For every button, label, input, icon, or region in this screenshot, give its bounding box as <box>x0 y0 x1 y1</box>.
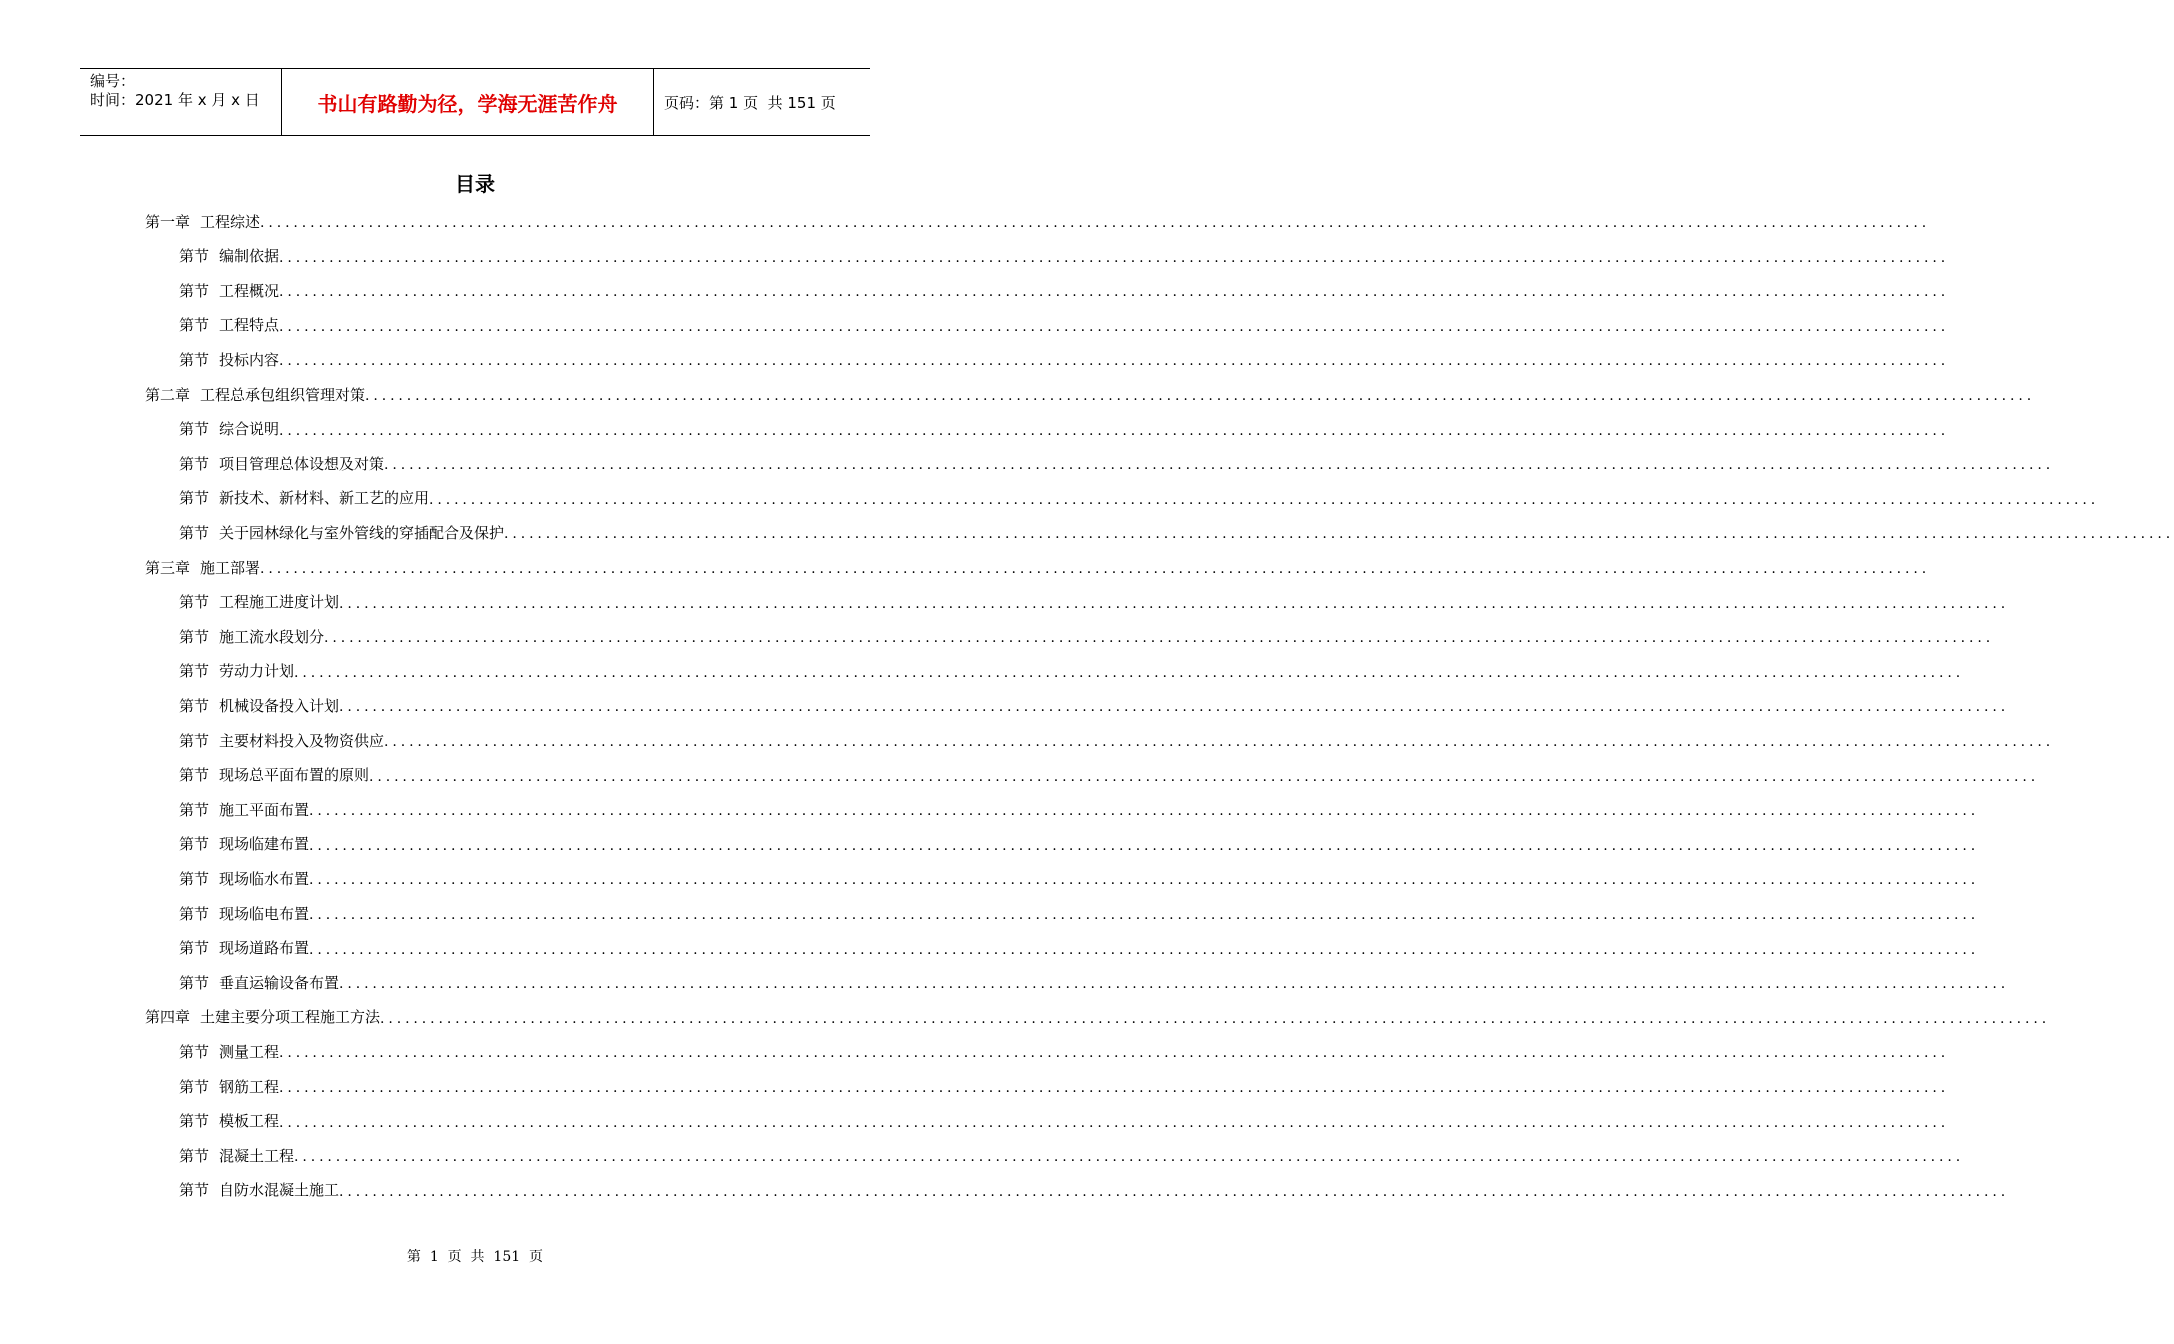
toc-dot-leader: ........................................................................................................................................................................................................ <box>279 1045 1950 1062</box>
toc-section-entry[interactable] <box>179 898 1980 928</box>
toc-entry-label <box>179 937 309 958</box>
toc-entry-prefix: 第节 <box>179 939 210 958</box>
toc-section-entry[interactable] <box>179 760 2040 790</box>
toc-entry-text: 劳动力计划 <box>219 662 295 681</box>
toc-section-entry[interactable] <box>179 275 1950 305</box>
toc-dot-leader: ........................................................................................................................................................................................................ <box>380 1010 2051 1027</box>
toc-entry-label <box>179 349 279 370</box>
toc-entry-label <box>179 591 339 612</box>
toc-entry-label <box>179 487 429 508</box>
toc-dot-leader: ........................................................................................................................................................................................................ <box>309 907 1980 923</box>
toc-dot-leader: ........................................................................................................................................................................................................ <box>365 388 2036 404</box>
toc-section-entry[interactable] <box>179 1036 1950 1066</box>
toc-entry-prefix: 第节 <box>179 1146 210 1165</box>
toc-entry-text: 主要材料投入及物资供应 <box>219 731 385 750</box>
toc-entry-text: 现场总平面布置的原则 <box>219 766 370 785</box>
toc-section-entry[interactable] <box>179 621 1995 651</box>
toc-entry-text: 土建主要分项工程施工方法 <box>200 1008 381 1027</box>
toc-entry-prefix: 第节 <box>179 1181 210 1200</box>
toc-section-entry[interactable] <box>179 794 1980 824</box>
toc-entry-prefix: 第节 <box>179 489 210 508</box>
toc-entry-label <box>179 1145 294 1166</box>
toc-section-entry[interactable] <box>179 483 2100 513</box>
page-header <box>80 68 870 136</box>
toc-entry-label <box>179 1076 279 1097</box>
toc-entry-prefix: 第节 <box>179 800 210 819</box>
toc-entry-prefix: 第节 <box>179 281 210 300</box>
toc-entry-prefix: 第三章 <box>145 558 191 577</box>
toc-dot-leader: ........................................................................................................................................................................................................ <box>279 284 1950 301</box>
header-page-info <box>654 69 870 135</box>
toc-entry-prefix: 第节 <box>179 247 210 266</box>
toc-entry-text: 现场临电布置 <box>219 904 310 923</box>
toc-entry-text: 钢筋工程 <box>219 1077 280 1096</box>
toc-section-entry[interactable] <box>179 517 2174 547</box>
toc-entry-text: 项目管理总体设想及对策 <box>219 454 385 473</box>
toc-entry-text: 关于园林绿化与室外管线的穿插配合及保护 <box>219 523 505 542</box>
toc-entry-label <box>179 764 369 785</box>
toc-entry-label <box>179 522 504 543</box>
document-time-label: 时间：2021 年 x 月 x 日 <box>90 91 260 109</box>
toc-dot-leader: ........................................................................................................................................................................................................ <box>309 803 1980 820</box>
toc-dot-leader: ........................................................................................................................................................................................................ <box>384 457 2055 474</box>
toc-entry-label <box>179 833 309 854</box>
toc-entry-text: 施工平面布置 <box>219 800 310 819</box>
toc-section-entry[interactable] <box>179 448 2055 478</box>
toc-section-entry[interactable] <box>179 1106 1950 1136</box>
document-number-label: 编号： <box>90 72 136 90</box>
toc-entry-prefix: 第节 <box>179 662 210 681</box>
toc-entry-prefix: 第节 <box>179 1042 210 1061</box>
toc-dot-leader: ........................................................................................................................................................................................................ <box>279 249 1950 266</box>
toc-title: 目录 <box>455 172 495 196</box>
toc-entry-prefix: 第节 <box>179 869 210 888</box>
toc-dot-leader: ........................................................................................................................................................................................................ <box>309 837 1980 854</box>
toc-chapter-entry[interactable] <box>145 552 1931 582</box>
toc-section-entry[interactable] <box>179 1071 1950 1101</box>
toc-entry-prefix: 第节 <box>179 420 210 439</box>
toc-dot-leader: ........................................................................................................................................................................................................ <box>279 1114 1950 1131</box>
toc-dot-leader: ........................................................................................................................................................................................................ <box>279 1080 1950 1096</box>
toc-entry-label <box>179 626 324 647</box>
toc-chapter-entry[interactable] <box>145 1002 2051 1032</box>
toc-entry-label <box>179 314 279 335</box>
toc-dot-leader: ........................................................................................................................................................................................................ <box>339 1183 2010 1200</box>
header-page-label: 页码：第 1 页 共 151 页 <box>664 93 836 112</box>
toc-section-entry[interactable] <box>179 690 2010 720</box>
toc-entry-text: 现场临水布置 <box>219 869 310 888</box>
toc-section-entry[interactable] <box>179 863 1980 893</box>
toc-entry-text: 工程综述 <box>200 212 261 231</box>
toc-entry-prefix: 第节 <box>179 1077 210 1096</box>
toc-entry-label <box>179 972 339 993</box>
toc-entry-label <box>179 453 384 474</box>
header-meta <box>80 69 282 135</box>
toc-entry-prefix: 第节 <box>179 523 210 542</box>
toc-entry-label <box>179 799 309 820</box>
toc-entry-label <box>179 1110 279 1131</box>
toc-entry-text: 垂直运输设备布置 <box>219 973 340 992</box>
toc-entry-prefix: 第节 <box>179 904 210 923</box>
toc-entry-prefix: 第节 <box>179 696 210 715</box>
toc-entry-prefix: 第节 <box>179 835 210 854</box>
toc-section-entry[interactable] <box>179 725 2055 755</box>
toc-entry-text: 自防水混凝土施工 <box>219 1181 340 1200</box>
toc-dot-leader: ........................................................................................................................................................................................................ <box>260 561 1931 577</box>
toc-entry-prefix: 第节 <box>179 973 210 992</box>
toc-section-entry[interactable] <box>179 656 1965 686</box>
toc-entry-label <box>145 1006 380 1027</box>
toc-entry-text: 工程特点 <box>219 316 280 335</box>
toc-dot-leader: ........................................................................................................................................................................................................ <box>339 699 2010 716</box>
toc-entry-text: 测量工程 <box>219 1042 280 1061</box>
toc-entry-label <box>179 245 279 266</box>
toc-dot-leader: ........................................................................................................................................................................................................ <box>429 491 2100 508</box>
toc-section-entry[interactable] <box>179 967 2010 997</box>
toc-entry-prefix: 第节 <box>179 1112 210 1131</box>
toc-entry-prefix: 第节 <box>179 766 210 785</box>
toc-section-entry[interactable] <box>179 344 1950 374</box>
toc-chapter-entry[interactable] <box>145 379 2036 409</box>
toc-chapter-entry[interactable] <box>145 206 1931 236</box>
toc-entry-text: 工程施工进度计划 <box>219 593 340 612</box>
toc-section-entry[interactable] <box>179 1140 1965 1170</box>
toc-entry-text: 新技术、新材料、新工艺的应用 <box>219 489 430 508</box>
toc-dot-leader: ........................................................................................................................................................................................................ <box>279 318 1950 335</box>
toc-entry-label <box>179 1179 339 1200</box>
toc-entry-text: 模板工程 <box>219 1112 280 1131</box>
toc-entry-prefix: 第一章 <box>145 212 191 231</box>
toc-entry-label <box>179 280 279 301</box>
toc-section-entry[interactable] <box>179 241 1950 271</box>
toc-dot-leader: ........................................................................................................................................................................................................ <box>339 595 2010 612</box>
toc-entry-label <box>179 1041 279 1062</box>
toc-entry-prefix: 第四章 <box>145 1008 191 1027</box>
footer-page-number: 第 1 页 共 151 页 <box>406 1249 544 1265</box>
toc-dot-leader: ........................................................................................................................................................................................................ <box>279 353 1950 370</box>
toc-entry-text: 工程概况 <box>219 281 280 300</box>
toc-entry-prefix: 第二章 <box>145 385 191 404</box>
toc-entry-label <box>179 418 279 439</box>
toc-entry-text: 工程总承包组织管理对策 <box>200 385 366 404</box>
toc-entry-label <box>145 211 260 232</box>
toc-entry-label <box>179 660 294 681</box>
toc-dot-leader: ........................................................................................................................................................................................................ <box>369 768 2040 785</box>
toc-entry-prefix: 第节 <box>179 316 210 335</box>
toc-dot-leader: ........................................................................................................................................................................................................ <box>339 976 2010 993</box>
page-footer <box>0 1246 950 1266</box>
toc-entry-text: 投标内容 <box>219 350 280 369</box>
toc-entry-text: 机械设备投入计划 <box>219 696 340 715</box>
toc-entry-prefix: 第节 <box>179 593 210 612</box>
toc-entry-label <box>145 557 260 578</box>
toc-entry-text: 综合说明 <box>219 420 280 439</box>
toc-entry-text: 现场道路布置 <box>219 939 310 958</box>
toc-dot-leader: ........................................................................................................................................................................................................ <box>324 630 1995 647</box>
toc-dot-leader: ........................................................................................................................................................................................................ <box>294 1149 1965 1166</box>
toc-section-entry[interactable] <box>179 310 1950 340</box>
toc-entry-text: 现场临建布置 <box>219 835 310 854</box>
toc-section-entry[interactable] <box>179 587 2010 617</box>
toc-entry-text: 施工流水段划分 <box>219 627 325 646</box>
header-motto: 书山有路勤为径，学海无涯苦作舟 <box>282 69 654 135</box>
toc-entry-text: 编制依据 <box>219 247 280 266</box>
toc-entry-text: 混凝土工程 <box>219 1146 295 1165</box>
toc-dot-leader: ........................................................................................................................................................................................................ <box>309 872 1980 889</box>
toc-dot-leader: ........................................................................................................................................................................................................ <box>384 734 2055 750</box>
toc-section-entry[interactable] <box>179 829 1980 859</box>
toc-entry-label <box>145 384 365 405</box>
toc-entry-prefix: 第节 <box>179 454 210 473</box>
toc-dot-leader: ........................................................................................................................................................................................................ <box>294 664 1965 681</box>
toc-section-entry[interactable] <box>179 1175 2010 1205</box>
toc-section-entry[interactable] <box>179 414 1950 444</box>
toc-entry-prefix: 第节 <box>179 731 210 750</box>
toc-entry-label <box>179 903 309 924</box>
toc-entry-label <box>179 695 339 716</box>
toc-dot-leader: ........................................................................................................................................................................................................ <box>260 215 1931 231</box>
toc-entry-label <box>179 868 309 889</box>
toc-entry-text: 施工部署 <box>200 558 261 577</box>
toc-section-entry[interactable] <box>179 933 1980 963</box>
toc-entry-label <box>179 730 384 751</box>
toc-entry-prefix: 第节 <box>179 627 210 646</box>
toc-entry-prefix: 第节 <box>179 350 210 369</box>
toc-dot-leader: ........................................................................................................................................................................................................ <box>309 941 1980 958</box>
toc-dot-leader: ........................................................................................................................................................................................................ <box>279 422 1950 439</box>
toc-dot-leader: ........................................................................................................................................................................................................ <box>504 526 2174 543</box>
